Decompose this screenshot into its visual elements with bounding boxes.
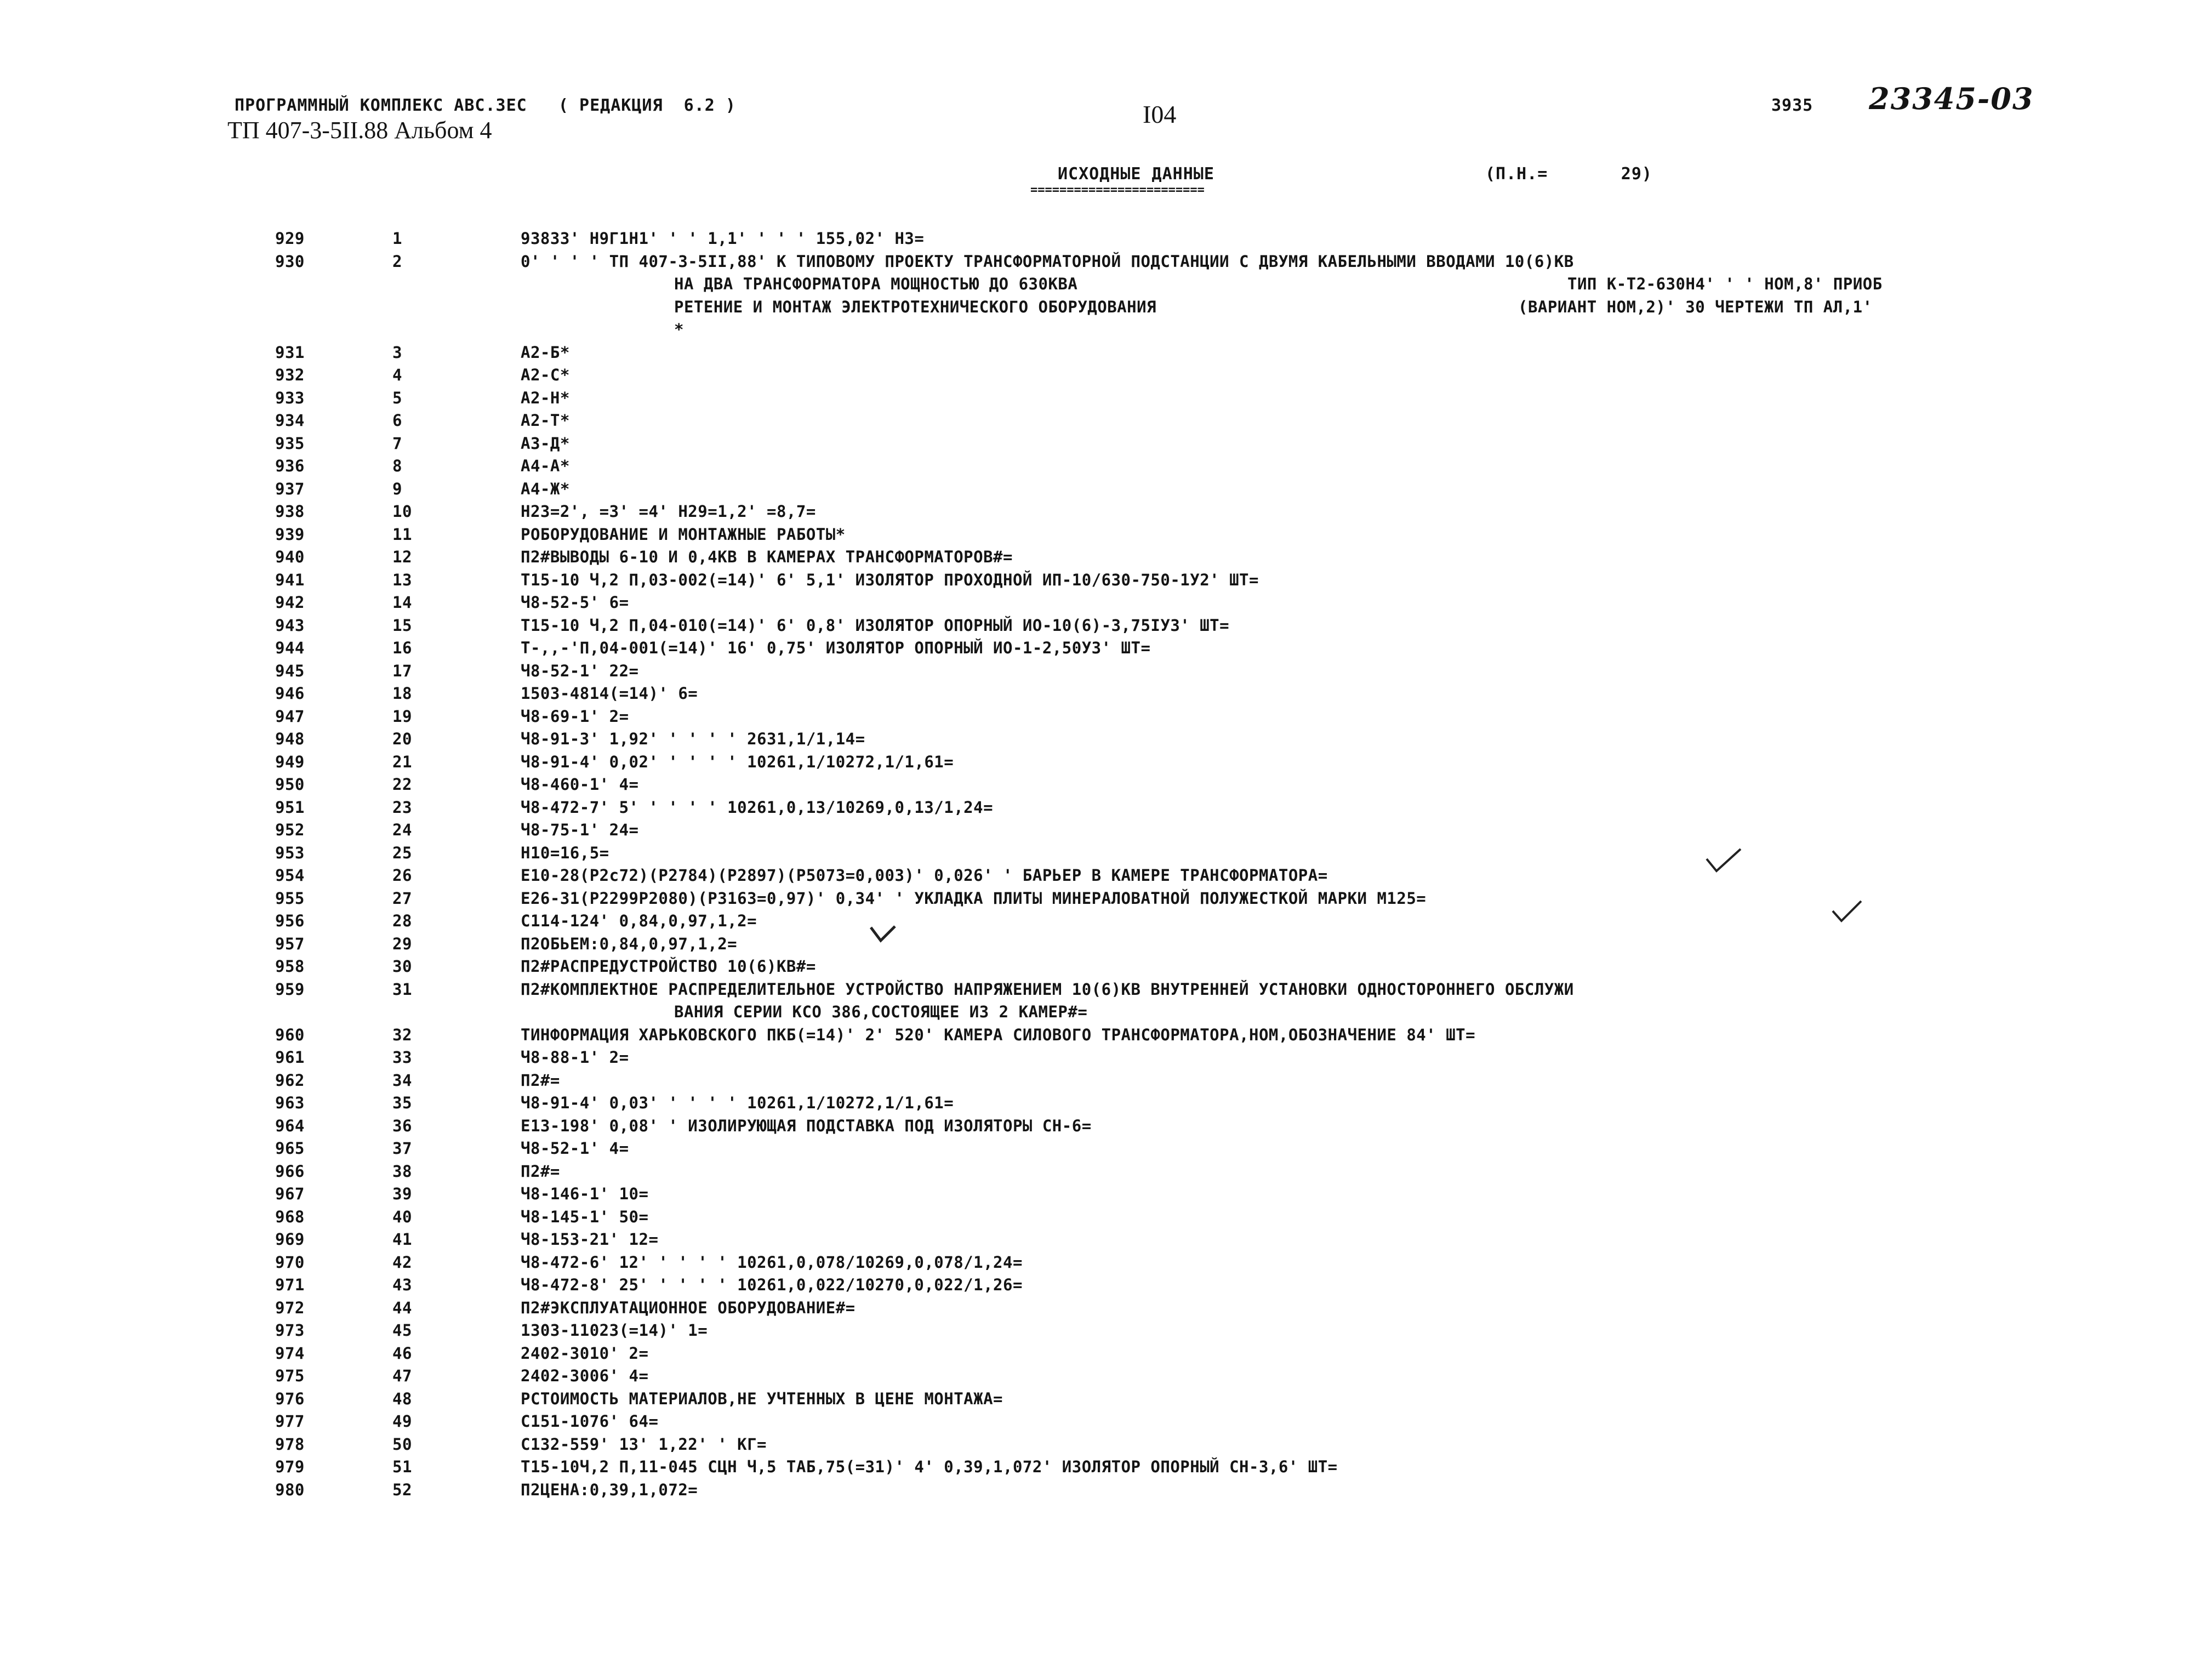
line-number: 51	[392, 1457, 412, 1476]
line-number: 40	[392, 1207, 412, 1226]
record-text: П2#=	[521, 1070, 560, 1090]
record-text-continued: ВАНИЯ СЕРИИ КСО 386,СОСТОЯЩЕЕ ИЗ 2 КАМЕР#=	[674, 1003, 1088, 1021]
line-number: 13	[392, 570, 412, 589]
table-row	[0, 1139, 2207, 1162]
record-number: 939	[275, 525, 305, 544]
record-number: 937	[275, 479, 305, 498]
line-number: 39	[392, 1184, 412, 1203]
line-number: 32	[392, 1025, 412, 1044]
table-row	[0, 480, 2207, 503]
record-number: 970	[275, 1252, 305, 1272]
line-number: 49	[392, 1412, 412, 1431]
program-header-line: ПРОГРАММНЫЙ КОМПЛЕКС АВС.3ЕС ( РЕДАКЦИЯ 6.2 )	[235, 96, 736, 115]
line-number: 6	[392, 411, 402, 430]
line-number: 45	[392, 1321, 412, 1340]
record-number: 974	[275, 1343, 305, 1363]
record-text: П2#ЭКСПЛУАТАЦИОННОЕ ОБОРУДОВАНИЕ#=	[521, 1298, 856, 1317]
table-row	[0, 389, 2207, 412]
line-number: 24	[392, 821, 412, 839]
line-number: 48	[392, 1389, 412, 1408]
line-number: 21	[392, 752, 412, 771]
table-row	[0, 525, 2207, 548]
line-number: 43	[392, 1275, 412, 1294]
record-number: 938	[275, 502, 305, 521]
record-number: 935	[275, 434, 305, 453]
table-row	[0, 411, 2207, 434]
line-number: 42	[392, 1252, 412, 1272]
record-text: С151-1076' 64=	[521, 1412, 659, 1431]
table-row	[0, 935, 2207, 958]
record-number: 979	[275, 1457, 305, 1476]
table-row	[0, 912, 2207, 935]
line-number: 35	[392, 1094, 412, 1112]
record-number: 955	[275, 889, 305, 908]
table-row	[0, 821, 2207, 844]
line-number: 22	[392, 775, 412, 794]
line-number: 34	[392, 1070, 412, 1090]
line-number: 2	[392, 252, 402, 271]
check-mark-icon	[869, 924, 897, 943]
record-number: 976	[275, 1389, 305, 1408]
line-number: 10	[392, 502, 412, 521]
record-number: 943	[275, 616, 305, 635]
table-row	[0, 1412, 2207, 1435]
record-number: 975	[275, 1366, 305, 1385]
record-text: Ч8-472-6' 12' ' ' ' ' 10261,0,078/10269,0,078/1,24=	[521, 1252, 1023, 1272]
table-row	[0, 889, 2207, 912]
line-number: 4	[392, 366, 402, 384]
record-number: 964	[275, 1116, 305, 1135]
table-row	[0, 571, 2207, 594]
record-number: 933	[275, 388, 305, 407]
record-number: 973	[275, 1321, 305, 1340]
line-number: 30	[392, 957, 412, 976]
record-text: Т15-10Ч,2 П,11-045 СЦН Ч,5 ТАБ,75(=31)' 4' 0,39,1,072' ИЗОЛЯТОР ОПОРНЫЙ СН-3,6' ШТ=	[521, 1457, 1338, 1476]
record-text-right: ТИП К-Т2-630Н4' ' ' НОМ,8' ПРИОБ	[1567, 275, 1883, 293]
record-number: 957	[275, 934, 305, 953]
record-text: РСТОИМОСТЬ МАТЕРИАЛОВ,НЕ УЧТЕННЫХ В ЦЕНЕ МОНТАЖА=	[521, 1389, 1003, 1408]
section-underline: ========================	[1030, 183, 1205, 197]
line-number: 12	[392, 548, 412, 566]
table-row-continuation	[0, 1003, 2207, 1026]
check-mark-icon	[1830, 899, 1863, 924]
section-title: ИСХОДНЫЕ ДАННЫЕ	[1058, 164, 1214, 184]
record-text: А2-Б*	[521, 343, 570, 362]
table-row	[0, 639, 2207, 662]
table-row	[0, 1275, 2207, 1299]
record-number: 931	[275, 343, 305, 362]
record-text: 93833' Н9Г1Н1' ' ' 1,1' ' ' ' 155,02' Н3=	[521, 229, 925, 248]
record-number: 952	[275, 821, 305, 839]
table-row	[0, 457, 2207, 480]
record-text: 1303-11023(=14)' 1=	[521, 1321, 708, 1340]
line-number: 31	[392, 979, 412, 999]
record-number: 959	[275, 979, 305, 999]
table-row	[0, 434, 2207, 457]
record-number: 947	[275, 707, 305, 726]
record-text: П2#КОМПЛЕКТНОЕ РАСПРЕДЕЛИТЕЛЬНОЕ УСТРОЙСТВО НАПРЯЖЕНИЕМ 10(6)КВ ВНУТРЕННЕЙ УСТАНОВКИ ОДНОСТОРОННЕГО ОБСЛУЖИ	[521, 979, 1574, 999]
record-text: Ч8-91-4' 0,02' ' ' ' ' 10261,1/10272,1/1,61=	[521, 752, 954, 771]
record-text: С114-124' 0,84,0,97,1,2=	[521, 912, 757, 930]
record-text: 0' ' ' ' ТП 407-3-5II,88' К ТИПОВОМУ ПРОЕКТУ ТРАНСФОРМАТОРНОЙ ПОДСТАНЦИИ С ДВУМЯ КАБЕЛЬНЫМИ ВВОДАМИ 10(6)КВ	[521, 252, 1574, 271]
record-text: Е13-198' 0,08' ' ИЗОЛИРУЮЩАЯ ПОДСТАВКА ПОД ИЗОЛЯТОРЫ СН-6=	[521, 1116, 1092, 1135]
record-number: 950	[275, 775, 305, 794]
table-row-continuation	[0, 275, 2207, 298]
record-number: 949	[275, 752, 305, 771]
table-row	[0, 1208, 2207, 1231]
record-number: 960	[275, 1025, 305, 1044]
line-number: 52	[392, 1480, 412, 1499]
line-number: 15	[392, 616, 412, 635]
table-row	[0, 252, 2207, 275]
table-row	[0, 502, 2207, 525]
table-row	[0, 1435, 2207, 1458]
line-number: 25	[392, 843, 412, 862]
record-text: 2402-3006' 4=	[521, 1366, 649, 1385]
table-row	[0, 1253, 2207, 1276]
record-text: Н10=16,5=	[521, 843, 609, 862]
record-text: Ч8-91-3' 1,92' ' ' ' ' 2631,1/1,14=	[521, 730, 865, 748]
record-number: 978	[275, 1434, 305, 1454]
line-number: 44	[392, 1298, 412, 1317]
record-number: 944	[275, 639, 305, 657]
record-number: 972	[275, 1298, 305, 1317]
record-text: А2-С*	[521, 366, 570, 384]
record-text: ТИНФОРМАЦИЯ ХАРЬКОВСКОГО ПКБ(=14)' 2' 520' КАМЕРА СИЛОВОГО ТРАНСФОРМАТОРА,НОМ,ОБОЗНАЧЕНИЕ 84' ШТ=	[521, 1025, 1476, 1044]
record-number: 958	[275, 957, 305, 976]
table-row	[0, 730, 2207, 753]
record-number: 963	[275, 1094, 305, 1112]
record-text: Ч8-472-8' 25' ' ' ' ' 10261,0,022/10270,0,022/1,26=	[521, 1275, 1023, 1294]
record-text: П2#ВЫВОДЫ 6-10 И 0,4КВ В КАМЕРАХ ТРАНСФОРМАТОРОВ#=	[521, 548, 1013, 566]
table-row-continuation	[0, 298, 2207, 321]
line-number: 19	[392, 707, 412, 726]
record-text-continued: *	[674, 320, 684, 339]
record-number: 977	[275, 1412, 305, 1431]
table-row	[0, 844, 2207, 867]
table-row	[0, 366, 2207, 389]
line-number: 47	[392, 1366, 412, 1385]
record-text: Ч8-69-1' 2=	[521, 707, 629, 726]
table-row	[0, 1389, 2207, 1413]
record-number: 980	[275, 1480, 305, 1499]
record-text: А3-Д*	[521, 434, 570, 453]
table-row	[0, 707, 2207, 730]
table-row	[0, 1299, 2207, 1322]
table-row	[0, 1321, 2207, 1344]
record-text: Ч8-88-1' 2=	[521, 1048, 629, 1067]
table-row	[0, 593, 2207, 616]
record-number: 940	[275, 548, 305, 566]
line-number: 20	[392, 730, 412, 748]
table-row	[0, 343, 2207, 366]
line-number: 3	[392, 343, 402, 362]
line-number: 41	[392, 1230, 412, 1249]
record-text: Т15-10 Ч,2 П,03-002(=14)' 6' 5,1' ИЗОЛЯТОР ПРОХОДНОЙ ИП-10/630-750-1У2' ШТ=	[521, 570, 1259, 589]
line-number: 26	[392, 866, 412, 885]
record-number: 971	[275, 1275, 305, 1294]
record-number: 941	[275, 570, 305, 589]
table-row	[0, 616, 2207, 639]
table-row	[0, 1184, 2207, 1208]
page-number: I04	[1143, 100, 1177, 128]
table-row	[0, 548, 2207, 571]
table-row	[0, 1230, 2207, 1253]
record-number: 942	[275, 593, 305, 612]
line-number: 14	[392, 593, 412, 612]
code-number: 3935	[1771, 96, 1813, 115]
album-title: ТП 407-3-5II.88 Альбом 4	[227, 117, 492, 144]
record-number: 934	[275, 411, 305, 430]
line-number: 46	[392, 1343, 412, 1363]
record-text-right: (ВАРИАНТ НОМ,2)' 30 ЧЕРТЕЖИ ТП АЛ,1'	[1518, 297, 1873, 316]
table-row-continuation	[0, 320, 2207, 343]
record-number: 961	[275, 1048, 305, 1067]
record-text: А4-А*	[521, 457, 570, 475]
table-row	[0, 662, 2207, 685]
table-row	[0, 775, 2207, 798]
line-number: 33	[392, 1048, 412, 1067]
line-number: 23	[392, 798, 412, 817]
record-number: 932	[275, 366, 305, 384]
handwritten-number: 23345-03	[1869, 81, 2034, 116]
record-number: 945	[275, 661, 305, 680]
record-text: Е26-31(Р2299Р2080)(Р3163=0,97)' 0,34' ' УКЛАДКА ПЛИТЫ МИНЕРАЛОВАТНОЙ ПОЛУЖЕСТКОЙ МАРКИ М125=	[521, 889, 1427, 908]
record-text: Ч8-153-21' 12=	[521, 1230, 659, 1249]
table-row	[0, 957, 2207, 980]
record-text: А2-Н*	[521, 388, 570, 407]
record-number: 965	[275, 1139, 305, 1158]
record-number: 967	[275, 1184, 305, 1203]
record-text: Ч8-52-1' 22=	[521, 661, 639, 680]
line-number: 28	[392, 912, 412, 930]
record-text: Н23=2', =3' =4' Н29=1,2' =8,7=	[521, 502, 816, 521]
line-number: 37	[392, 1139, 412, 1158]
record-text: Ч8-146-1' 10=	[521, 1184, 649, 1203]
record-text: А2-Т*	[521, 411, 570, 430]
record-number: 968	[275, 1207, 305, 1226]
pn-label: (П.Н.= 29)	[1485, 164, 1652, 184]
table-row	[0, 1117, 2207, 1140]
line-number: 38	[392, 1161, 412, 1181]
record-number: 956	[275, 912, 305, 930]
table-row	[0, 1026, 2207, 1049]
data-rows	[0, 229, 2207, 1503]
line-number: 1	[392, 229, 402, 248]
record-text: 1503-4814(=14)' 6=	[521, 684, 698, 703]
record-text-continued: РЕТЕНИЕ И МОНТАЖ ЭЛЕКТРОТЕХНИЧЕСКОГО ОБОРУДОВАНИЯ	[674, 297, 1157, 316]
record-text: Е10-28(Р2с72)(Р2784)(Р2897)(Р5073=0,003)' 0,026' ' БАРЬЕР В КАМЕРЕ ТРАНСФОРМАТОРА=	[521, 866, 1328, 885]
record-number: 936	[275, 457, 305, 475]
table-row	[0, 1366, 2207, 1389]
record-text: Ч8-75-1' 24=	[521, 821, 639, 839]
line-number: 9	[392, 479, 402, 498]
record-number: 929	[275, 229, 305, 248]
line-number: 8	[392, 457, 402, 475]
record-number: 966	[275, 1161, 305, 1181]
table-row	[0, 1048, 2207, 1071]
line-number: 5	[392, 388, 402, 407]
record-text: 2402-3010' 2=	[521, 1343, 649, 1363]
line-number: 18	[392, 684, 412, 703]
table-row	[0, 684, 2207, 707]
table-row	[0, 1457, 2207, 1480]
record-text: П2#=	[521, 1161, 560, 1181]
table-row	[0, 980, 2207, 1003]
line-number: 16	[392, 639, 412, 657]
record-number: 962	[275, 1070, 305, 1090]
table-row	[0, 229, 2207, 252]
table-row	[0, 1094, 2207, 1117]
record-text: Ч8-460-1' 4=	[521, 775, 639, 794]
record-text: Ч8-52-1' 4=	[521, 1139, 629, 1158]
record-text: Т-,,-'П,04-001(=14)' 16' 0,75' ИЗОЛЯТОР ОПОРНЫЙ ИО-1-2,50У3' ШТ=	[521, 639, 1151, 657]
table-row	[0, 866, 2207, 889]
line-number: 27	[392, 889, 412, 908]
record-text: С132-559' 13' 1,22' ' КГ=	[521, 1434, 767, 1454]
check-mark-icon	[1704, 847, 1743, 874]
table-row	[0, 798, 2207, 821]
line-number: 50	[392, 1434, 412, 1454]
line-number: 7	[392, 434, 402, 453]
record-number: 969	[275, 1230, 305, 1249]
table-row	[0, 1071, 2207, 1094]
record-text: П2#РАСПРЕДУСТРОЙСТВО 10(6)КВ#=	[521, 957, 816, 976]
table-row	[0, 753, 2207, 776]
record-text: П2ОБЬЕМ:0,84,0,97,1,2=	[521, 934, 738, 953]
record-number: 954	[275, 866, 305, 885]
record-text: Т15-10 Ч,2 П,04-010(=14)' 6' 0,8' ИЗОЛЯТОР ОПОРНЫЙ ИО-10(6)-3,75IУ3' ШТ=	[521, 616, 1230, 635]
record-text: Ч8-472-7' 5' ' ' ' ' 10261,0,13/10269,0,13/1,24=	[521, 798, 994, 817]
record-number: 946	[275, 684, 305, 703]
record-text: Ч8-52-5' 6=	[521, 593, 629, 612]
table-row	[0, 1344, 2207, 1367]
line-number: 36	[392, 1116, 412, 1135]
record-text-continued: НА ДВА ТРАНСФОРМАТОРА МОЩНОСТЬЮ ДО 630КВА	[674, 275, 1078, 293]
line-number: 17	[392, 661, 412, 680]
line-number: 11	[392, 525, 412, 544]
record-text: Ч8-145-1' 50=	[521, 1207, 649, 1226]
record-number: 953	[275, 843, 305, 862]
record-number: 951	[275, 798, 305, 817]
table-row	[0, 1162, 2207, 1185]
record-text: РОБОРУДОВАНИЕ И МОНТАЖНЫЕ РАБОТЫ*	[521, 525, 846, 544]
record-text: Ч8-91-4' 0,03' ' ' ' ' 10261,1/10272,1/1,61=	[521, 1094, 954, 1112]
record-text: П2ЦЕНА:0,39,1,072=	[521, 1480, 698, 1499]
record-number: 930	[275, 252, 305, 271]
record-text: А4-Ж*	[521, 479, 570, 498]
line-number: 29	[392, 934, 412, 953]
record-number: 948	[275, 730, 305, 748]
table-row	[0, 1480, 2207, 1504]
